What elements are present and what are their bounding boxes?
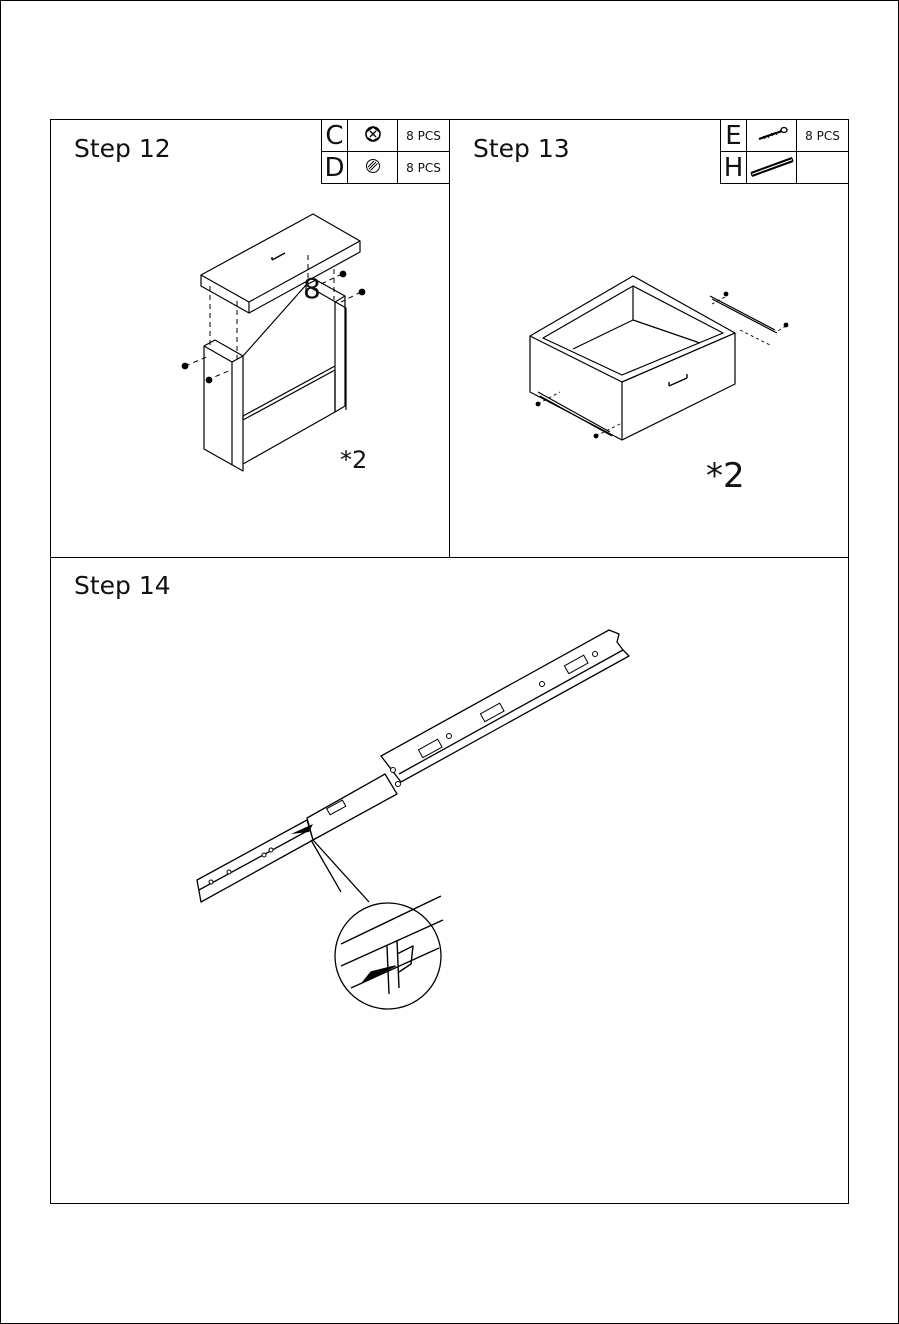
- quantity-multiplier: *2: [706, 456, 745, 496]
- step-14-title: Step 14: [74, 571, 171, 600]
- step-12-panel: [51, 120, 450, 558]
- part-qty: 8 PCS: [797, 120, 849, 152]
- step-13-title: Step 13: [473, 134, 570, 163]
- step-12-title: Step 12: [74, 134, 171, 163]
- part-qty: 8 PCS: [398, 152, 450, 184]
- instruction-grid: [50, 119, 849, 1204]
- cabinet-assembly-drawing: [51, 120, 450, 558]
- step-14-panel: [51, 558, 848, 1203]
- quantity-multiplier: *2: [340, 446, 368, 474]
- part-letter: D: [322, 152, 348, 184]
- part-qty: 8 PCS: [398, 120, 450, 152]
- part-letter: E: [721, 120, 747, 152]
- step-13-panel: [450, 120, 848, 558]
- panel-number-label: 8: [303, 272, 321, 305]
- drawer-slide-mount-drawing: [450, 120, 848, 558]
- drawer-slide-release-drawing: [51, 558, 848, 1203]
- part-letter: C: [322, 120, 348, 152]
- part-letter: H: [721, 152, 747, 184]
